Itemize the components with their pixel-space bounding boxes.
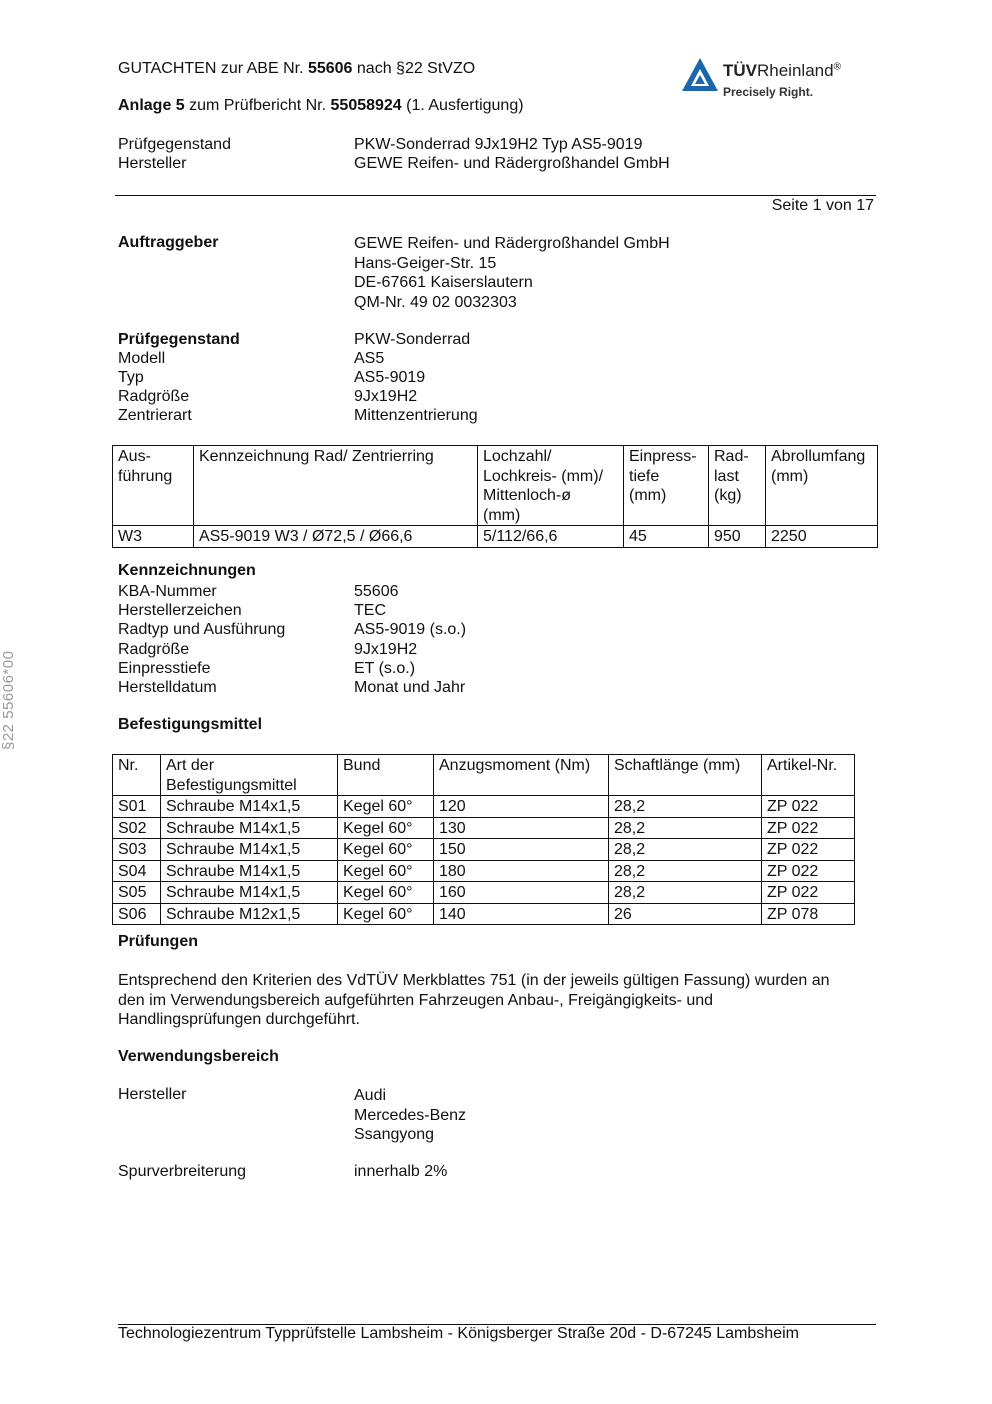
verwendung-hersteller-list: Audi Mercedes-Benz Ssangyong [354, 1087, 467, 1143]
pruefungen-text: Entsprechend den Kriterien des VdTÜV Merkblattes 751 (in der jeweils gültigen Fassung) wurden an den im Verwendungsbereich aufgeführten Fahrzeugen Anbau-, Freigängigkeits- und Handlingsprüfungen durchgeführt. [118, 972, 830, 1028]
spurverbreiterung-value: innerhalb 2% [354, 1163, 448, 1180]
pg-value: PKW-Sonderrad 9Jx19H2 Typ AS5-9019 [354, 136, 643, 153]
header-divider [115, 195, 876, 196]
logo-wordmark: TÜVRheinland® [723, 61, 841, 80]
logo-tagline: Precisely Right. [723, 85, 814, 99]
col-lochzahl: Lochzahl/ Lochkreis- (mm)/ Mittenloch-ø (mm) [478, 446, 624, 526]
triangle-logo-icon [680, 55, 720, 95]
spurverbreiterung-label: Spurverbreiterung [118, 1163, 247, 1180]
table-row: S06 Schraube M12x1,5 Kegel 60° 140 26 ZP 078 [113, 903, 855, 925]
col-kennzeichnung: Kennzeichnung Rad/ Zentrierring [194, 446, 478, 526]
kennzeichnungen-title: Kennzeichnungen [118, 562, 256, 579]
page-number: Seite 1 von 17 [771, 197, 874, 214]
col-schaftlaenge: Schaftlänge (mm) [609, 755, 762, 796]
auftraggeber-label: Auftraggeber [118, 234, 219, 251]
col-ausfuehrung: Aus- führung [113, 446, 194, 526]
col-anzugsmoment: Anzugsmoment (Nm) [434, 755, 609, 796]
header-line-1: GUTACHTEN zur ABE Nr. 55606 nach §22 StVZO [118, 60, 476, 77]
col-art: Art der Befestigungsmittel [161, 755, 338, 796]
hersteller-label: Hersteller [118, 155, 187, 172]
col-bund: Bund [338, 755, 434, 796]
befestigung-title: Befestigungsmittel [118, 716, 263, 733]
verwendung-hersteller-label: Hersteller [118, 1086, 187, 1103]
col-abrollumfang: Abrollumfang (mm) [766, 446, 878, 526]
hersteller-value: GEWE Reifen- und Rädergroßhandel GmbH [354, 155, 670, 172]
table-row: S02 Schraube M14x1,5 Kegel 60° 130 28,2 ZP 022 [113, 817, 855, 839]
table-row: S01 Schraube M14x1,5 Kegel 60° 120 28,2 ZP 022 [113, 796, 855, 818]
befestigung-table [112, 754, 855, 925]
side-reference-text: §22 55606*00 [0, 650, 17, 750]
col-artikel: Artikel-Nr. [762, 755, 855, 796]
pg-label: Prüfgegenstand [118, 136, 231, 153]
pruefgegenstand-labels: Prüfgegenstand Modell Typ Radgröße Zentrierart [118, 331, 240, 424]
tuv-rheinland-logo [680, 55, 870, 105]
footer-text: Technologiezentrum Typprüfstelle Lambsheim - Königsberger Straße 20d - D-67245 Lambsheim [118, 1325, 799, 1342]
auftraggeber-address: GEWE Reifen- und Rädergroßhandel GmbH Hans-Geiger-Str. 15 DE-67661 Kaiserslautern QM-Nr. 49 02 0032303 [354, 235, 670, 311]
wheel-table-header-row [113, 446, 878, 526]
pruefgegenstand-values: PKW-Sonderrad AS5 AS5-9019 9Jx19H2 Mittenzentrierung [354, 331, 478, 424]
verwendung-title: Verwendungsbereich [118, 1048, 279, 1065]
wheel-table [112, 445, 878, 548]
kennzeichnungen-values: 55606 TEC AS5-9019 (s.o.) 9Jx19H2 ET (s.o.) Monat und Jahr [354, 583, 467, 697]
befestigung-header-row [113, 755, 855, 796]
pruefungen-title: Prüfungen [118, 933, 198, 950]
kennzeichnungen-labels: KBA-Nummer Herstellerzeichen Radtyp und Ausführung Radgröße Einpresstiefe Herstelldatum [118, 583, 286, 697]
col-nr: Nr. [113, 755, 161, 796]
table-row: S05 Schraube M14x1,5 Kegel 60° 160 28,2 ZP 022 [113, 882, 855, 904]
header-line-2: Anlage 5 zum Prüfbericht Nr. 55058924 (1. Ausfertigung) [118, 97, 524, 114]
table-row: S03 Schraube M14x1,5 Kegel 60° 150 28,2 ZP 022 [113, 839, 855, 861]
table-row: W3 AS5-9019 W3 / Ø72,5 / Ø66,6 5/112/66,6 45 950 2250 [113, 526, 878, 548]
col-einpresstiefe: Einpress- tiefe (mm) [624, 446, 709, 526]
table-row: S04 Schraube M14x1,5 Kegel 60° 180 28,2 ZP 022 [113, 860, 855, 882]
col-radlast: Rad- last (kg) [709, 446, 766, 526]
